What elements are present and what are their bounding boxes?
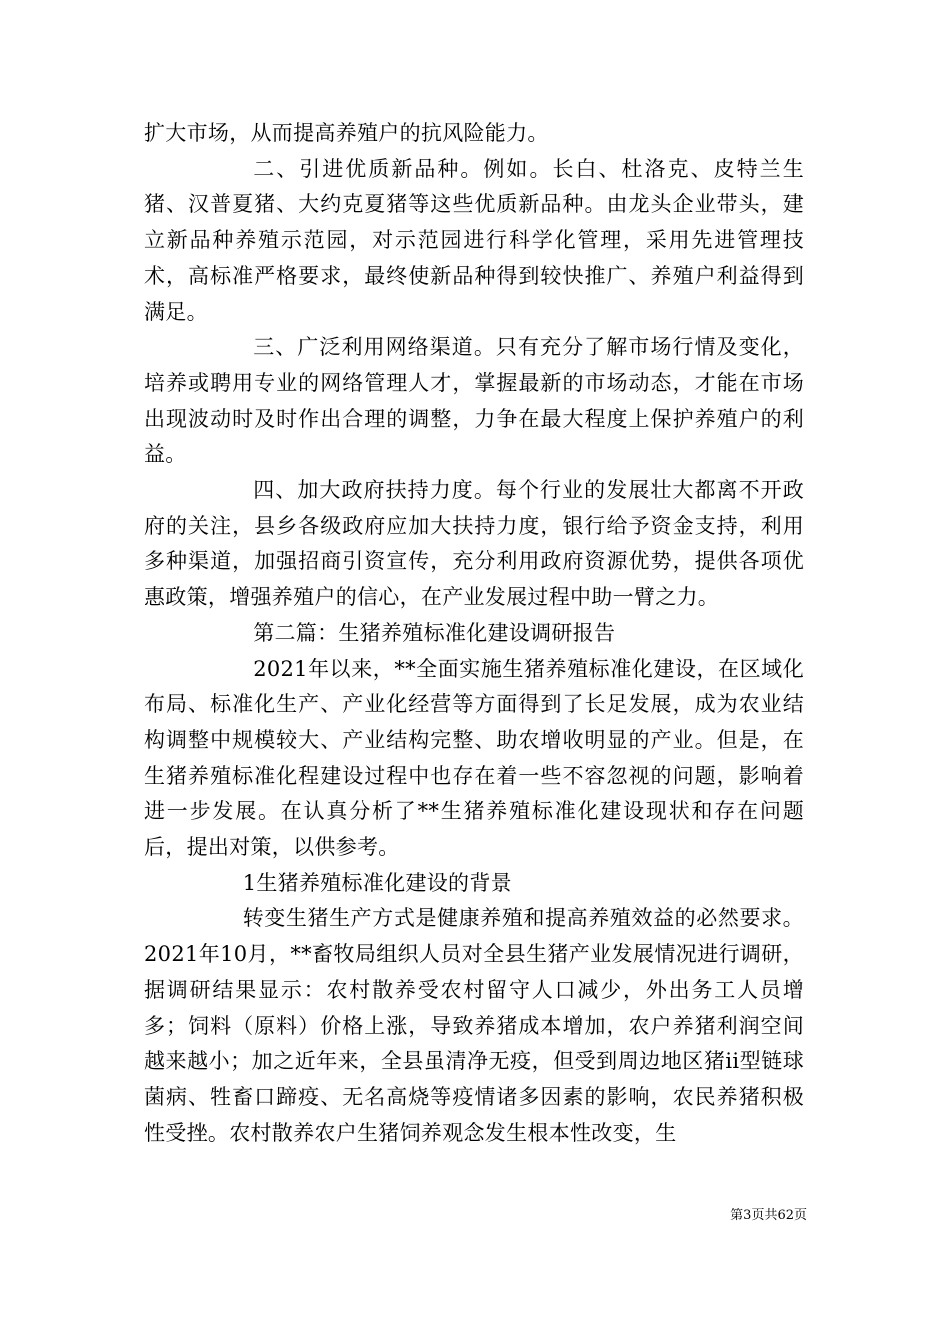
page-number: 第3页共62页: [730, 1208, 807, 1223]
paragraph-background: 转变生猪生产方式是健康养殖和提高养殖效益的必然要求。2021年10月，**畜牧局组织人员对全县生猪产业发展情况进行调研，据调研结果显示：农村散养受农村留守人口减少，外出务工人员增多；饲料（原料）价格上涨，导致养猪成本增加，农户养猪利润空间越来越小；加之近年来，全县虽清净无疫，但受到周边地区猪ii型链球菌病、牲畜口蹄疫、无名高烧等疫情诸多因素的影响，农民养猪积极性受挫。农村散养农户生猪饲养观念发生根本性改变，生: [144, 906, 804, 1145]
subsection-heading: 1生猪养殖标准化建设的背景: [242, 870, 512, 895]
document-body: [144, 116, 804, 1151]
paragraph-continuation: 扩大市场，从而提高养殖户的抗风险能力。: [144, 121, 549, 145]
paragraph-government-support: 四、加大政府扶持力度。每个行业的发展壮大都离不开政府的关注，县乡各级政府应加大扶持力度，银行给予资金支持，利用多种渠道，加强招商引资宣传，充分利用政府资源优势，提供各项优惠政策，增强养殖户的信心，在产业发展过程中助一臂之力。: [144, 478, 804, 610]
paragraph-new-breeds: 二、引进优质新品种。例如。长白、杜洛克、皮特兰生猪、汉普夏猪、大约克夏猪等这些优质新品种。由龙头企业带头，建立新品种养殖示范园，对示范园进行科学化管理，采用先进管理技术，高标准严格要求，最终使新品种得到较快推广、养殖户利益得到满足。: [144, 156, 804, 324]
paragraph-intro: 2021年以来，**全面实施生猪养殖标准化建设，在区域化布局、标准化生产、产业化经营等方面得到了长足发展，成为农业结构调整中规模较大、产业结构完整、助农增收明显的产业。但是，在生猪养殖标准化程建设过程中也存在着一些不容忽视的问题，影响着进一步发展。在认真分析了**生猪养殖标准化建设现状和存在问题后，提出对策，以供参考。: [144, 656, 804, 860]
paragraph-network-channels: 三、广泛利用网络渠道。只有充分了解市场行情及变化，培养或聘用专业的网络管理人才，掌握最新的市场动态，才能在市场出现波动时及时作出合理的调整，力争在最大程度上保护养殖户的利益。: [144, 335, 804, 467]
section-heading: 第二篇：生猪养殖标准化建设调研报告: [253, 620, 616, 645]
